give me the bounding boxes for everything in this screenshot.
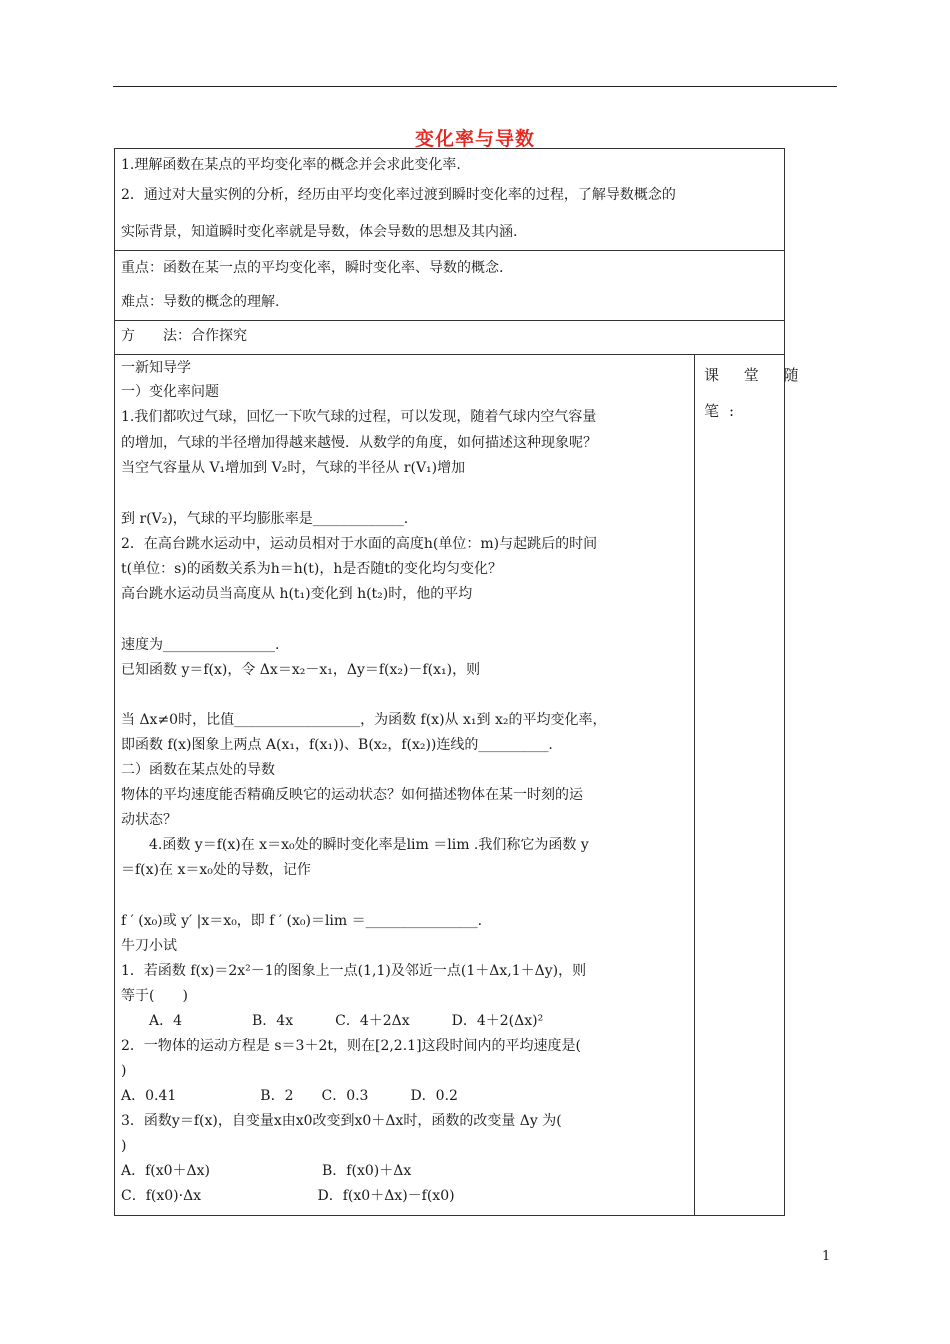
content-line: ): [121, 1063, 127, 1079]
content-line: 动状态？: [121, 812, 177, 828]
objective-line-1: 1.理解函数在某点的平均变化率的概念并会求此变化率.: [121, 157, 461, 173]
difficulty: 难点：导数的概念的理解.: [121, 294, 280, 310]
notes-heading: 课 堂 随: [704, 366, 809, 384]
content-line: 速度为________________.: [121, 637, 280, 653]
content-line: 一新知导学: [121, 360, 191, 376]
key-point: 重点：函数在某一点的平均变化率，瞬时变化率、导数的概念.: [121, 260, 504, 276]
content-line: 2．一物体的运动方程是 s＝3＋2t，则在[2,2.1]这段时间内的平均速度是(: [121, 1038, 581, 1054]
content-line: 等于( ): [121, 988, 188, 1004]
content-line: 牛刀小试: [121, 938, 177, 954]
content-line: ＝f(x)在 x＝x₀处的导数，记作: [121, 862, 311, 878]
content-line: A．4 B．4x C．4＋2Δx D．4＋2(Δx)²: [121, 1013, 544, 1029]
header-rule: [113, 86, 837, 87]
content-line: 3．函数y＝f(x)，自变量x由x0改变到x0＋Δx时，函数的改变量 Δy 为(: [121, 1113, 562, 1129]
content-line: 的增加，气球的半径增加得越来越慢．从数学的角度，如何描述这种现象呢？: [121, 435, 597, 451]
method: 方 法：合作探究: [121, 328, 247, 344]
row-divider-1: [114, 250, 785, 251]
content-line: 当空气容量从 V₁增加到 V₂时，气球的半径从 r(V₁)增加: [121, 460, 466, 476]
content-line: C．f(x0)·Δx D．f(x0＋Δx)－f(x0): [121, 1188, 455, 1204]
content-line: 2．在高台跳水运动中，运动员相对于水面的高度h(单位：m)与起跳后的时间: [121, 536, 598, 552]
content-line: 即函数 f(x)图象上两点 A(x₁，f(x₁))、B(x₂，f(x₂))连线的__________.: [121, 737, 553, 753]
content-line: 二）函数在某点处的导数: [121, 762, 275, 778]
content-line: t(单位：s)的函数关系为h＝h(t)，h是否随t的变化均匀变化？: [121, 561, 502, 577]
content-line: A．0.41 B．2 C．0.3 D．0.2: [121, 1088, 458, 1104]
page-number: 1: [822, 1249, 831, 1264]
content-line: 高台跳水运动员当高度从 h(t₁)变化到 h(t₂)时，他的平均: [121, 586, 473, 602]
notes-heading-cont: 笔:: [704, 402, 745, 420]
content-line: 1．若函数 f(x)＝2x²－1的图象上一点(1,1)及邻近一点(1＋Δx,1＋Δy)，则: [121, 963, 587, 979]
page-title: 变化率与导数: [414, 128, 535, 150]
content-line: 一）变化率问题: [121, 384, 219, 400]
content-line: ): [121, 1138, 127, 1154]
content-line: A．f(x0＋Δx) B．f(x0)＋Δx: [121, 1163, 412, 1179]
content-line: f ′ (x₀)或 y′ |x＝x₀，即 f ′ (x₀)＝lim ＝________________.: [121, 913, 483, 929]
content-line: 物体的平均速度能否精确反映它的运动状态？如何描述物体在某一时刻的运: [121, 787, 583, 803]
content-line: 到 r(V₂)，气球的平均膨胀率是_____________.: [121, 511, 409, 527]
content-line: 当 Δx≠0时，比值__________________，为函数 f(x)从 x₁到 x₂的平均变化率，: [121, 712, 607, 728]
row-divider-3: [114, 354, 785, 355]
notes-column-divider: [694, 354, 695, 1216]
content-line: 已知函数 y＝f(x)，令 Δx＝x₂－x₁，Δy＝f(x₂)－f(x₁)，则: [121, 662, 481, 678]
content-line: 4.函数 y＝f(x)在 x＝x₀处的瞬时变化率是lim ＝lim .我们称它为函数 y: [121, 837, 589, 853]
row-divider-2: [114, 320, 785, 321]
objective-line-3: 实际背景，知道瞬时变化率就是导数，体会导数的思想及其内涵.: [121, 224, 518, 240]
objective-line-2: 2．通过对大量实例的分析，经历由平均变化率过渡到瞬时变化率的过程，了解导数概念的: [121, 187, 676, 203]
content-line: 1.我们都吹过气球，回忆一下吹气球的过程，可以发现，随着气球内空气容量: [121, 409, 597, 425]
